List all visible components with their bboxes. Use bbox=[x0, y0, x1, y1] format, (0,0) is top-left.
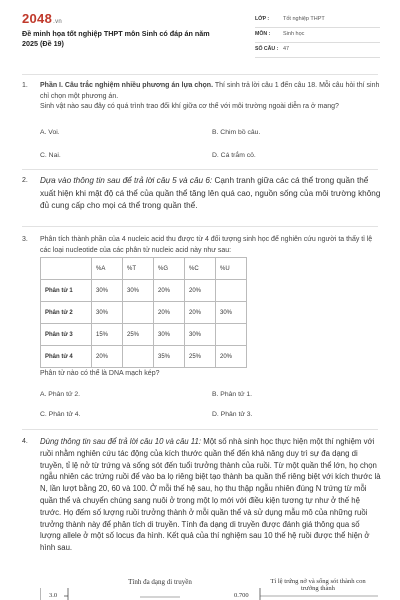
table-cell: 20% bbox=[216, 346, 247, 368]
table-cell bbox=[123, 302, 154, 324]
site-logo[interactable]: 2048.vn bbox=[22, 11, 63, 26]
question-divider bbox=[22, 226, 378, 227]
meta-subject-value: Sinh học bbox=[283, 31, 305, 37]
document-title: Đề minh họa tốt nghiệp THPT môn Sinh có đáp án năm 2025 (Đề 19) bbox=[22, 29, 210, 48]
table-cell: 20% bbox=[154, 302, 185, 324]
table-cell: 15% bbox=[92, 324, 123, 346]
q3-option-b[interactable]: B. Phân tử 1. bbox=[212, 391, 253, 398]
table-cell: 30% bbox=[123, 280, 154, 302]
table-row bbox=[41, 302, 247, 324]
table-header-cell bbox=[41, 258, 92, 280]
part-heading: Phần I. Câu trắc nghiệm nhiều phương án lựa chọn. bbox=[40, 82, 214, 89]
table-header-row bbox=[41, 258, 247, 280]
table-cell: 20% bbox=[185, 280, 216, 302]
chart-right-frame bbox=[258, 586, 388, 600]
table-cell: 30% bbox=[154, 324, 185, 346]
chart-right-title: Tỉ lệ trứng nở và sống sót thành con trưởng thành bbox=[270, 578, 366, 592]
question-lead: Dùng thông tin sau để trả lời câu 10 và câu 11: bbox=[40, 437, 202, 446]
q3-option-c[interactable]: C. Phân tử 4. bbox=[40, 411, 81, 418]
nucleotide-table bbox=[40, 257, 247, 368]
q1-option-d[interactable]: D. Cá trắm cỏ. bbox=[212, 152, 256, 159]
chart-left-ytick: 3.0 bbox=[49, 592, 58, 599]
table-cell: Phân tử 1 bbox=[41, 280, 92, 302]
question-text: Phân tử nào có thể là DNA mạch kép? bbox=[40, 370, 160, 377]
table-cell: 30% bbox=[92, 302, 123, 324]
table-cell bbox=[123, 346, 154, 368]
question-text: Phân tích thành phần của 4 nucleic acid thu được từ 4 đối tượng sinh học để nghiên cứu người ta thấy tỉ lệ các loại nucleotide của các phân tử nucleic acid này như sau: bbox=[40, 236, 373, 254]
meta-count-key: SỐ CÂU : bbox=[255, 46, 279, 52]
question-text: Một số nhà sinh học thực hiện một thí nghiệm với ruồi nhằm nghiên cứu tác động của kích thước quần thể đến khả năng duy trì sự đa dạng di truyền, tỉ lệ nở từ trứng và sống sót đến tuổi trưởng thành của ruồi. Từ một quần thể lớn, họ chọn ngẫu nhiên các trứng ruồi để vào ba lọ riêng biệt tạo thành ba quần thể riêng biệt với kích thước là N, lần lượt bằng 20, 60 và 100. Ở mỗi thế hệ sau, họ thu thập ngẫu nhiên đúng N trứng từ mỗi quần thể và chuyển chúng sang nuôi ở trong một lọ mới với điều kiện tương tự như ở thế hệ trước. Họ đếm số lượng ruồi trưởng thành ở mỗi quần thể và sử dụng mẫu mô của những ruồi trưởng thành này để phân tích di truyền. Tính đa dạng di truyền được đánh giá thông qua số lượng allele ở một số locus đa hình. Kết quả của thí nghiệm sau 10 thế hệ ruồi được thể hiện ở hình sau. bbox=[40, 437, 381, 553]
table-cell: Phân tử 3 bbox=[41, 324, 92, 346]
table-cell: 35% bbox=[154, 346, 185, 368]
question-number: 1. bbox=[22, 82, 28, 89]
question-3 bbox=[22, 235, 382, 256]
table-cell bbox=[216, 280, 247, 302]
meta-subject bbox=[255, 31, 380, 43]
question-3-prompt bbox=[22, 369, 382, 380]
table-cell: 20% bbox=[92, 346, 123, 368]
table-row bbox=[41, 346, 247, 368]
table-header-cell: %C bbox=[185, 258, 216, 280]
document-header bbox=[0, 0, 400, 64]
q3-option-a[interactable]: A. Phân tử 2. bbox=[40, 391, 81, 398]
table-cell: 20% bbox=[185, 302, 216, 324]
table-cell: 30% bbox=[216, 302, 247, 324]
question-1 bbox=[22, 81, 382, 113]
question-4 bbox=[22, 436, 382, 554]
part-intro: Thí sinh trả lời câu 1 đến câu 18. Mỗi câu hỏi thí sinh chỉ chọn một phương án. bbox=[40, 82, 380, 100]
meta-count bbox=[255, 46, 380, 58]
question-divider bbox=[22, 169, 378, 170]
table-cell: 20% bbox=[154, 280, 185, 302]
table-row bbox=[41, 324, 247, 346]
meta-class-key: LỚP : bbox=[255, 16, 270, 22]
q3-option-d[interactable]: D. Phân tử 3. bbox=[212, 411, 253, 418]
table-cell: 30% bbox=[92, 280, 123, 302]
meta-class-value: Tốt nghiệp THPT bbox=[283, 16, 325, 22]
chart-right-ytick: 0.700 bbox=[234, 592, 249, 599]
table-cell: 25% bbox=[123, 324, 154, 346]
question-lead: Dựa vào thông tin sau để trả lời câu 5 và câu 6: bbox=[40, 176, 213, 185]
question-divider bbox=[22, 429, 378, 430]
q1-option-c[interactable]: C. Nai. bbox=[40, 152, 61, 159]
table-cell: 25% bbox=[185, 346, 216, 368]
meta-subject-key: MÔN : bbox=[255, 31, 271, 37]
q1-option-b[interactable]: B. Chim bồ câu. bbox=[212, 129, 261, 136]
chart-left-frame bbox=[40, 586, 220, 600]
q1-option-a[interactable]: A. Voi. bbox=[40, 129, 60, 136]
table-cell: 30% bbox=[185, 324, 216, 346]
question-2 bbox=[22, 175, 382, 213]
meta-class bbox=[255, 16, 380, 28]
question-text: Sinh vật nào sau đây có quá trình trao đổi khí giữa cơ thể với môi trường ngoài diễn ra ở mang? bbox=[40, 103, 339, 110]
table-cell: Phân tử 4 bbox=[41, 346, 92, 368]
question-text: Cạnh tranh giữa các cá thể trong quần thể xuất hiện khi mật độ cá thể của quần thể tăng lên quá cao, nguồn sống của môi trường không đủ cung cấp cho mọi cá thể trong quần thể. bbox=[40, 176, 381, 210]
question-number: 2. bbox=[22, 177, 28, 184]
header-divider bbox=[22, 74, 378, 75]
question-number: 4. bbox=[22, 438, 28, 445]
table-header-cell: %T bbox=[123, 258, 154, 280]
question-number: 3. bbox=[22, 236, 28, 243]
table-cell: Phân tử 2 bbox=[41, 302, 92, 324]
table-row bbox=[41, 280, 247, 302]
table-header-cell: %U bbox=[216, 258, 247, 280]
table-header-cell: %A bbox=[92, 258, 123, 280]
table-header-cell: %G bbox=[154, 258, 185, 280]
table-cell bbox=[216, 324, 247, 346]
meta-count-value: 47 bbox=[283, 46, 290, 52]
chart-left-title: Tính đa dạng di truyền bbox=[128, 578, 192, 586]
